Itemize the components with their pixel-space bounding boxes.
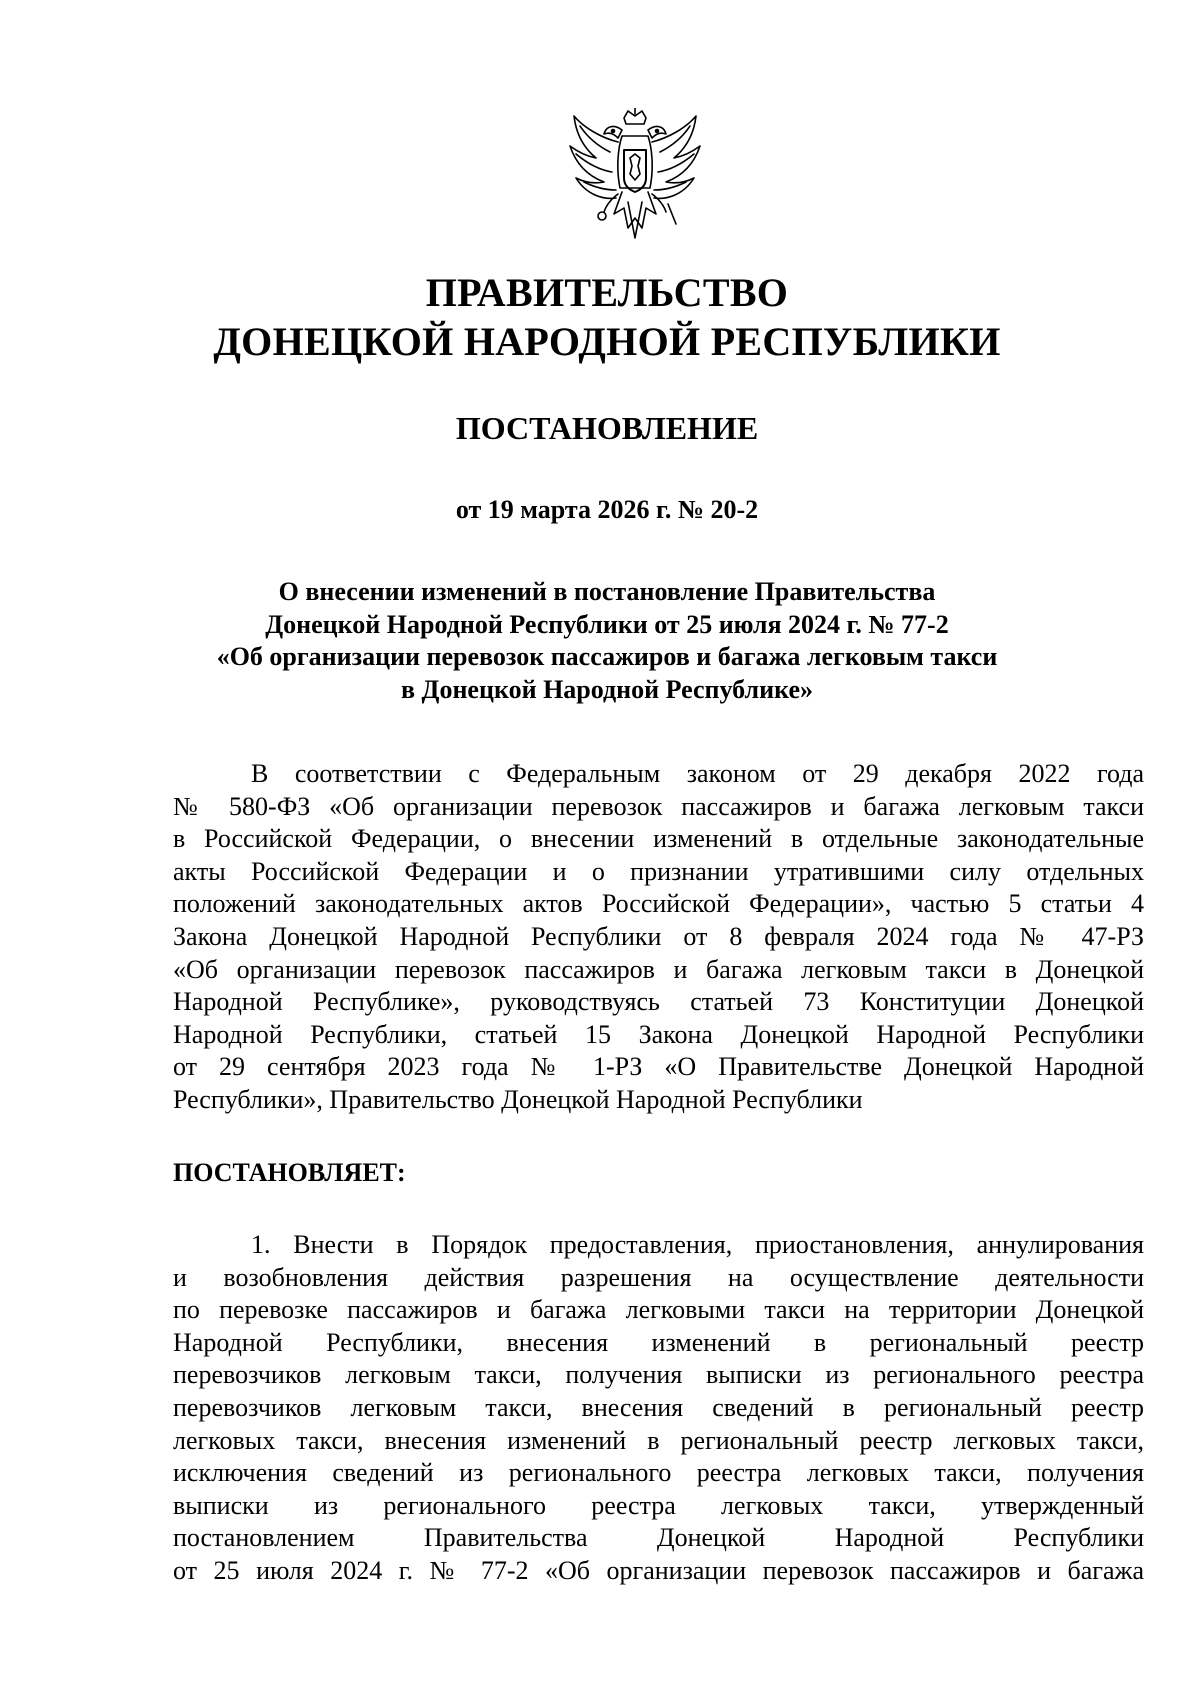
item-1-line: постановлением Правительства Донецкой Народной Республики [173,1523,1144,1553]
preamble-line: от 29 сентября 2023 года № 1-РЗ «О Правительстве Донецкой Народной [173,1052,1144,1082]
item-1-line: перевозчиков легковым такси, получения выписки из регионального реестра [173,1360,1144,1390]
preamble-line: Народной Республики, статьей 15 Закона Донецкой Народной Республики [173,1019,1144,1049]
document-subject [0,576,1200,706]
document-date-number: от 19 марта 2026 г. № 20-2 [455,495,759,524]
preamble-line: положений законодательных актов Российской Федерации», частью 5 статьи 4 [173,889,1144,919]
item-1-line: исключения сведений из регионального реестра легковых такси, получения [173,1458,1144,1488]
subject-line: «Об организации перевозок пассажиров и багажа легковым такси [216,642,998,671]
preamble-line: В соответствии с Федеральным законом от 29 декабря 2022 года [251,759,1144,788]
preamble-paragraph [173,758,1144,1117]
government-title [0,268,1200,366]
subject-line: О внесении изменений в постановление Правительства [278,577,936,606]
subject-line: в Донецкой Народной Республике» [401,674,813,704]
item-1-line: от 25 июля 2024 г. № 77-2 «Об организации перевозок пассажиров и багажа [173,1555,1144,1585]
preamble-line: Закона Донецкой Народной Республики от 8 февраля 2024 года № 47-РЗ [173,921,1144,951]
item-1-line: 1. Внести в Порядок предоставления, приостановления, аннулирования [251,1230,1144,1259]
item-1-line: Народной Республики, внесения изменений в региональный реестр [173,1327,1144,1357]
subject-line: Донецкой Народной Республики от 25 июля 2024 г. № 77-2 [265,609,949,639]
preamble-line: Народной Республике», руководствуясь статьей 73 Конституции Донецкой [173,987,1144,1017]
preamble-line: в Российской Федерации, о внесении изменений в отдельные законодательные [173,824,1144,854]
document-type: ПОСТАНОВЛЕНИЕ [455,410,759,446]
item-1-paragraph [173,1229,1144,1588]
decree-word: ПОСТАНОВЛЯЕТ: [173,1158,406,1187]
preamble-line: акты Российской Федерации и о признании утратившими силу отдельных [173,856,1144,886]
government-title-line-1: ПРАВИТЕЛЬСТВО [425,270,789,315]
preamble-line: «Об организации перевозок пассажиров и багажа легковым такси в Донецкой [173,954,1144,984]
item-1-line: по перевозке пассажиров и багажа легковыми такси на территории Донецкой [173,1295,1144,1325]
item-1-line: выписки из регионального реестра легковых такси, утвержденный [173,1490,1144,1520]
item-1-line: перевозчиков легковым такси, внесения сведений в региональный реестр [173,1392,1144,1422]
government-title-line-2: ДОНЕЦКОЙ НАРОДНОЙ РЕСПУБЛИКИ [213,319,1001,364]
preamble-line: Республики», Правительство Донецкой Народной Республики [173,1084,863,1114]
item-1-line: и возобновления действия разрешения на осуществление деятельности [173,1262,1144,1292]
item-1-line: легковых такси, внесения изменений в региональный реестр легковых такси, [173,1425,1144,1455]
preamble-line: № 580-ФЗ «Об организации перевозок пассажиров и багажа легковым такси [173,791,1144,821]
dpr-coat-of-arms-icon [566,108,704,258]
